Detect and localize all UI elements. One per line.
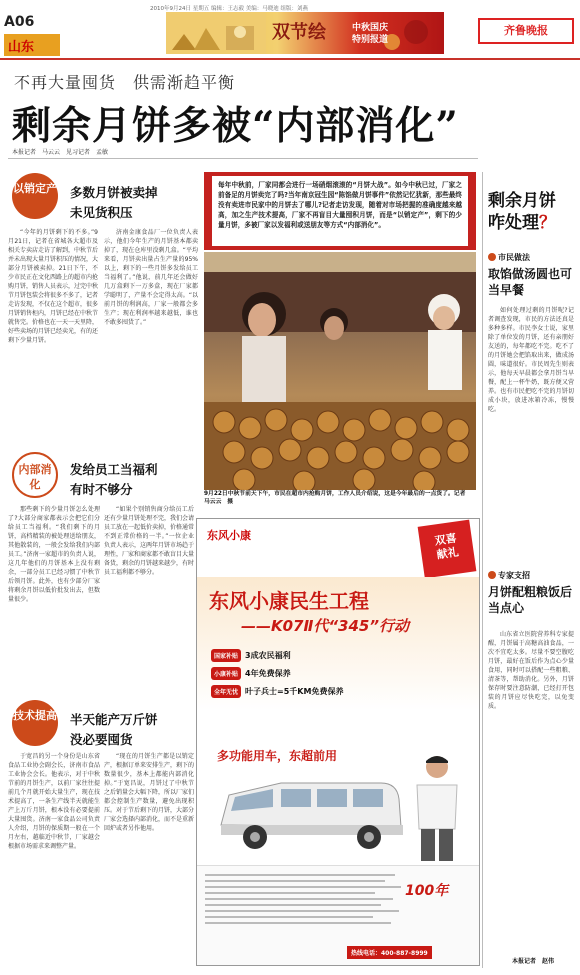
section-text-sales-col2: 济南金康食品厂一位负责人表示，他们今年生产的月饼基本都卖掉了，现在仓库里没剩几盒。“平均来看，月饼卖出量占生产量的95%以上，剩下的一些月饼多发给员工当福利了。”他说，前几年还会做好几万盒剩下一万多盒，现在厂家都学聪明了，产量不会定得太高。“以前月饼的利润高，厂家一般都会多生产；现在利润率越来越低，谁也不敢多囤货了。” — [104, 229, 198, 326]
kicker: 不再大量囤货 供需渐趋平衡 — [14, 73, 236, 92]
ad-feature — [211, 685, 361, 698]
byline: 本报记者 马云云 见习记者 孟敏 — [12, 149, 109, 156]
ad-feature-text: 3成农民福利 — [245, 651, 291, 660]
section-text-tech-col1: 于宽昌的另一个身份是山东省食品工业协会副会长，济南市食品工业协会会长。他表示，对于中秋节前的月饼生产，以前厂家往往提前几个月就开始大量生产，现在技术提高了，一条生产线半天就能生产上万斤月饼，根本没有必要提前大量囤货。济南一家食品公司负责人介绍，月饼的保质期一般在一个月左右，越临近中秋节，厂家越会根据市场需求来调整产量。 — [8, 753, 100, 850]
region-label: 山东 — [4, 34, 60, 56]
banner-subtitle-1: 中秋国庆 — [352, 23, 389, 33]
van-illustration — [211, 765, 411, 855]
ad-feature-label: 国家补贴 — [211, 649, 241, 662]
part1-text: 如何处理过剩的月饼呢?记者调查发现，市民的方法还真是多种多样。市民李女士说，家里除了单位发的月饼，还有亲朋好友送的，每年都吃不完。吃不了的月饼她会把馅取出来，做成汤圆，味道很好。市民周先生则表示，他每天早晨都会拿月饼当早餐，配上一杯牛奶，既方便又营养。也有市民把吃不完的月饼切成小块，放进冰箱冷冻，慢慢吃。 — [488, 307, 574, 413]
section-heading-tech-1: 半天能产万斤饼 — [70, 712, 158, 727]
headline: 剩余月饼多被“内部消化” — [12, 103, 459, 149]
banner-title: 双节绘 — [272, 22, 326, 43]
section-heading-internal-2: 有时不够分 — [70, 482, 133, 497]
page-number: A06 — [4, 14, 35, 30]
section-text-internal-col1: 那些剩下的少量月饼怎么处理了?大部分商家都表示会把它们分给员工当福利。“我们剩下的月饼，高档精装的被处理送给朋友，其他散装的，一般会发给我们内部员工。”济南一家超市的负责人说，这几年他们的月饼基本上没有剩余，一部分员工已经习惯了中秋节后领月饼。此外，也有少部分厂家将剩余月饼以低价批发出去，但数量很少。 — [8, 506, 100, 603]
section-tag-sales: 以销定产 — [12, 173, 58, 219]
header-rule — [0, 58, 580, 60]
ad-feature — [211, 649, 361, 662]
ad-feature-text: 叶子兵士=5千KM免费保养 — [245, 687, 344, 696]
section-tag-tech: 技术提高 — [12, 700, 58, 746]
section-text-sales-col1: “今年的月饼剩下的不多。”9月21日，记者在省城各大超市及相关专卖店走访了解到，中秋节后并未出现大量月饼积压的情况，大部分月饼被卖掉。21日下午，不少市民正在文化西路上的超市内抢购月饼，销售人员表示，过完中秋节月饼包装会将很多不多了，记者走访发现，不仅在这个超市，很多月饼销售柜内，月饼已经在中秋节就售完。价格也在一天一天里降，好些卖场的月饼已经卖光，有的还剩下少量月饼。 — [8, 229, 98, 344]
ad-logo: 东风小康 — [207, 529, 251, 542]
lead-box-text: 每年中秋前，厂家同都会进行一场硝烟滚滚的“月饼大战”。如今中秋已过，厂家之前备足的月饼卖完了吗?当年南京冠生园“陈馅做月饼事件”依然记忆犹新，那些最终没有卖进市民家中的月饼去了哪儿?记者走访发现，随着对市场把握的准确度越来越高，加之生产技术提高，厂家不再盲目大量囤积月饼，而是“以销定产”，剩下的少量月饼，多被厂家以发福利或送朋友等方式“内部消化”。 — [212, 176, 468, 246]
section-text-tech-col2: “现在的月饼生产都是以销定产，根据订单来安排生产，剩下的数量很少，基本上都能内部消化掉。”于宽昌说，月饼过了中秋节之后销量会大幅下降，所以厂家们都会控制生产数量，避免出现积压。对于节后剩下的月饼，大部分厂家会选择内部消化，而不是重新回炉或者另作他用。 — [104, 753, 194, 832]
section-heading-sales-1: 多数月饼被卖掉 — [70, 185, 158, 200]
lead-box — [204, 172, 476, 250]
ad-badge-line-1: 双喜 — [433, 531, 458, 548]
part2-heading: 月饼配粗粮饭后当点心 — [488, 585, 573, 615]
part2-text: 山东省立医院营养科专家提醒，月饼属于高糖高油食品，一次不宜吃太多。尽量不要空腹吃月饼，最好在饭后作为点心少量食用，同时可以搭配一些粗粮、清茶等，帮助消化。另外，月饼保存时要注意防潮，已经打开包装的月饼应尽快吃完，以免变质。 — [488, 631, 574, 710]
newspaper-logo: 齐鲁晚报 — [478, 18, 574, 44]
spokesperson-figure — [409, 751, 465, 863]
banner-subtitle-2: 特别报道 — [352, 35, 389, 45]
ad-slogan: 多功能用车，东超前用 — [217, 749, 338, 763]
ad-badge-line-2: 献礼 — [435, 545, 460, 562]
right-title-line-1: 剩余月饼 — [488, 191, 556, 211]
spokesperson — [409, 751, 465, 863]
bullet-icon — [488, 571, 496, 579]
part1-heading: 取馅做汤圆也可当早餐 — [488, 267, 573, 297]
title-divider — [8, 158, 478, 159]
ad-anniversary-mark: 100年 — [405, 883, 449, 899]
right-title-line-2: 咋处理 — [488, 213, 539, 233]
bullet-icon — [488, 253, 496, 261]
ad-hotline: 热线电话：400-887-8999 — [347, 946, 432, 959]
ad-feature-label: 全年无忧 — [211, 685, 241, 698]
ad-feature-list — [211, 649, 361, 703]
ad-subtitle: ——K07Ⅱ代“345”行动 — [241, 617, 410, 635]
mooncake-photo — [204, 252, 476, 490]
section-heading-sales-2: 未见货积压 — [70, 205, 133, 220]
right-column-divider — [482, 172, 483, 968]
right-column-title — [488, 190, 556, 234]
section-heading-internal-1: 发给员工当福利 — [70, 462, 158, 477]
car-advertisement — [196, 518, 480, 966]
photo-caption: 9月22日中秋节前天下午，市民在超市内抢购月饼，工作人员介绍说，这是今年最后的一点货了。记者 马云云 摄 — [204, 491, 472, 505]
part2-tag: 专家支招 — [488, 570, 530, 581]
ad-feature — [211, 667, 361, 680]
holiday-banner — [166, 12, 444, 54]
ad-title: 东风小康民生工程 — [209, 589, 369, 613]
ad-feature-text: 4年免费保养 — [245, 669, 291, 678]
question-mark: ？ — [539, 213, 556, 233]
section-text-internal-col2: “如果个别销售商分给员工后还有少量月饼处理不完，我们会请员工放在一起低价卖掉，价格通常不到正常价格的一半。”一位企业负责人表示，这两年月饼市场趋于理性，厂家和商家都不敢盲目大量备货，剩余的月饼越来越少，有时员工福利都不够分。 — [104, 506, 194, 576]
ad-feature-label: 小康补贴 — [211, 667, 241, 680]
section-tag-internal: 内部消化 — [12, 452, 58, 498]
section-heading-tech-2: 没必要囤货 — [70, 732, 133, 747]
ad-badge — [418, 520, 477, 579]
right-author: 本报记者 赵伟 — [512, 958, 555, 965]
ad-dealer-list — [197, 865, 480, 966]
dealer-text-lines — [197, 866, 480, 936]
edition-meta: 2010年9月24日 星期五 编辑：王志毅 美编：马晓迪 组版：刘燕 — [150, 6, 308, 12]
photo-scene — [204, 252, 476, 490]
part1-tag: 市民做法 — [488, 252, 530, 263]
